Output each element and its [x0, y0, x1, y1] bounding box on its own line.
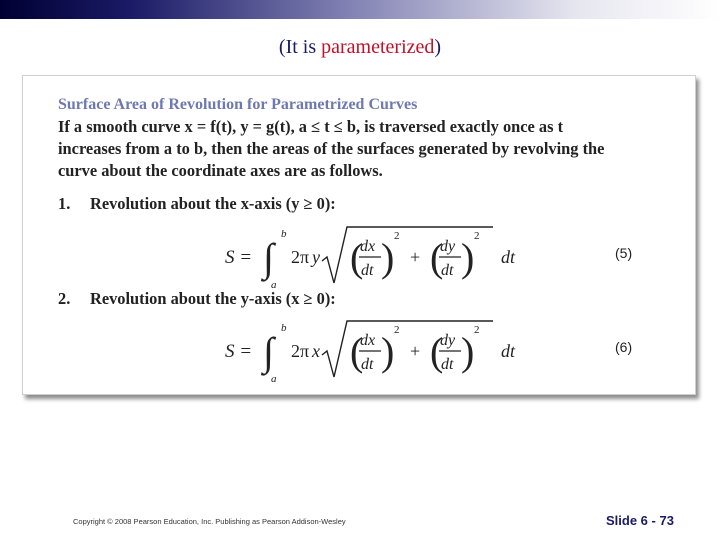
formula-6-plus: + — [410, 341, 421, 361]
left-paren: ( — [350, 235, 364, 280]
right-paren: ) — [461, 329, 475, 374]
formula-6-diff: dt — [501, 341, 516, 361]
formula-5-svg — [223, 221, 523, 291]
formula-6-exp2: 2 — [474, 324, 480, 336]
footer-copyright: Copyright © 2008 Pearson Education, Inc. Publishing as Pearson Addison-Wesley — [73, 517, 346, 526]
formula-5-coef: 2π — [291, 247, 310, 267]
formula-5-dx: dx — [360, 238, 376, 255]
slide-number: Slide 6 - 73 — [606, 513, 674, 528]
formula-6-factor: x — [312, 341, 320, 361]
formula-5-upper: b — [281, 228, 287, 240]
item-1-text: Revolution about the x-axis (y ≥ 0): — [90, 194, 336, 213]
statement-line-3: curve about the coordinate axes are as follows. — [58, 161, 383, 180]
formula-6-lhs: S = — [225, 341, 253, 362]
item-1-number: 1. — [58, 194, 71, 213]
item-2 — [58, 289, 336, 309]
top-gradient-bar — [0, 0, 720, 19]
formula-5-factor: y — [312, 247, 320, 267]
formula-5 — [223, 221, 633, 291]
formula-6-coef: 2π — [291, 341, 310, 361]
box-heading: Surface Area of Revolution for Parametrized Curves — [58, 96, 418, 113]
item-2-number: 2. — [58, 289, 71, 308]
left-paren: ( — [430, 329, 444, 374]
formula-6-dt1: dt — [361, 356, 374, 373]
formula-5-exp1: 2 — [394, 230, 400, 242]
formula-6-dy: dy — [440, 332, 456, 349]
integral-sign: ∫ — [263, 329, 274, 374]
formula-6-exp1: 2 — [394, 324, 400, 336]
equation-number-6: (6) — [615, 339, 633, 355]
title-accent: parameterized — [321, 36, 435, 58]
formula-5-diff: dt — [501, 247, 516, 267]
item-2-text: Revolution about the y-axis (x ≥ 0): — [90, 289, 336, 308]
formula-5-lhs: S = — [225, 247, 253, 268]
formula-5-exp2: 2 — [474, 230, 480, 242]
statement-line-2: increases from a to b, then the areas of the surfaces generated by revolving the — [58, 139, 605, 158]
formula-5-lower: a — [271, 279, 277, 291]
formula-5-dt1: dt — [361, 262, 374, 279]
left-paren: ( — [350, 329, 364, 374]
formula-5-plus: + — [410, 247, 421, 267]
formula-6-dx: dx — [360, 332, 376, 349]
slide-title — [0, 36, 720, 59]
right-paren: ) — [381, 329, 395, 374]
title-close: ) — [434, 36, 442, 58]
theorem-box — [22, 75, 696, 395]
formula-6-upper: b — [281, 322, 287, 334]
equation-number-5: (5) — [615, 245, 633, 261]
formula-5-dy: dy — [440, 238, 456, 255]
integral-sign: ∫ — [263, 235, 274, 280]
formula-5-dt2: dt — [441, 262, 454, 279]
formula-6-lower: a — [271, 373, 277, 385]
formula-6-svg — [223, 315, 523, 385]
formula-6-dt2: dt — [441, 356, 454, 373]
formula-6 — [223, 315, 633, 385]
statement-line-1: If a smooth curve x = f(t), y = g(t), a ≤ t ≤ b, is traversed exactly once as t — [58, 117, 564, 136]
left-paren: ( — [430, 235, 444, 280]
right-paren: ) — [381, 235, 395, 280]
item-1 — [58, 194, 336, 214]
box-statement — [58, 116, 668, 182]
right-paren: ) — [461, 235, 475, 280]
title-open: (It is — [278, 36, 322, 58]
